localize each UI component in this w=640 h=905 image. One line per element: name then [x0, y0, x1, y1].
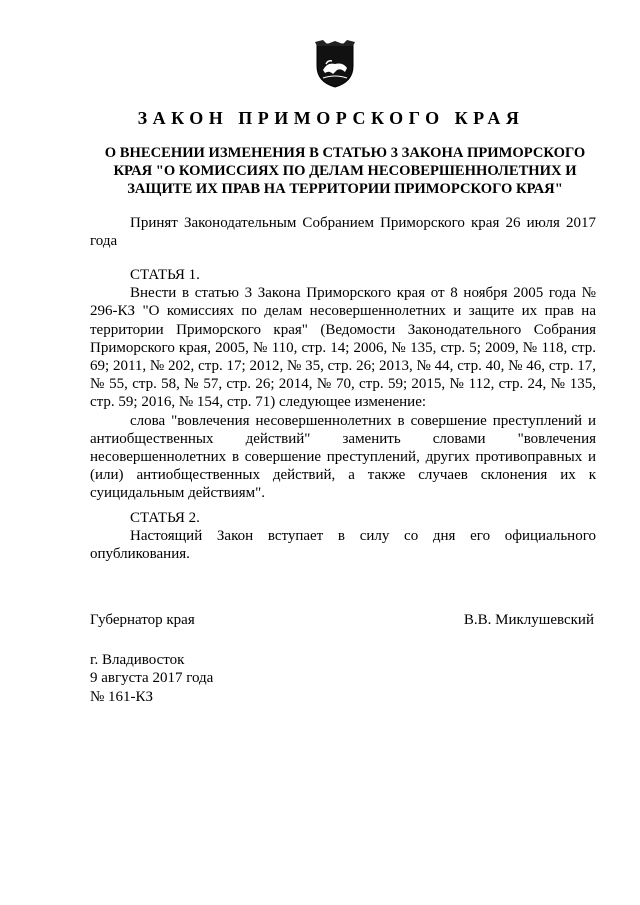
law-title: ЗАКОН ПРИМОРСКОГО КРАЯ — [137, 108, 525, 128]
article-1-paragraph-2: слова "вовлечения несовершеннолетних в совершение преступлений и антиобщественных действий" заменить словами "вовлечения несовершеннолетних в совершение преступлений, других противоправных и (или) антиобщественных действий, а также случаев склонения их к суицидальным действиям". — [90, 412, 596, 502]
coat-of-arms-icon — [315, 40, 355, 88]
law-subtitle: О ВНЕСЕНИИ ИЗМЕНЕНИЯ В СТАТЬЮ 3 ЗАКОНА ПРИМОРСКОГО КРАЯ "О КОМИССИЯХ ПО ДЕЛАМ НЕСОВЕРШЕННОЛЕТНИХ И ЗАЩИТЕ ИХ ПРАВ НА ТЕРРИТОРИИ ПРИМОРСКОГО КРАЯ" — [104, 145, 586, 197]
signature-position: Губернатор края — [90, 612, 195, 628]
article-2 — [90, 509, 596, 564]
article-1-heading: СТАТЬЯ 1. — [130, 267, 200, 283]
footer-law-number: № 161-КЗ — [90, 688, 154, 705]
adoption-note — [90, 214, 596, 250]
article-2-heading: СТАТЬЯ 2. — [130, 510, 200, 526]
footer-city: г. Владивосток — [90, 652, 185, 668]
adoption-text: Принят Законодательным Собранием Приморского края 26 июля 2017 года — [90, 215, 596, 250]
signature-name: В.В. Миклушевский — [463, 612, 594, 628]
footer-date: 9 августа 2017 года — [90, 670, 214, 687]
article-1-paragraph-1: Внести в статью 3 Закона Приморского края от 8 ноября 2005 года № 296-КЗ "О комиссиях по делам несовершеннолетних и защите их прав на территории Приморского края" (Ведомости Законодательного Собрания Приморского края, 2005, № 110, стр. 14; 2006, № 135, стр. 5; 2009, № 118, стр. 69; 2011, № 202, стр. 17; 2012, № 35, стр. 26; 2013, № 44, стр. 40, № 46, стр. 17, № 55, стр. 58, № 57, стр. 26; 2014, № 70, стр. 59; 2015, № 112, стр. 24, № 135, стр. 59; 2016, № 154, стр. 71) следующее изменение: — [90, 285, 596, 411]
document-footer — [90, 651, 213, 706]
article-2-paragraph-1: Настоящий Закон вступает в силу со дня его официального опубликования. — [90, 528, 596, 563]
article-1 — [90, 266, 596, 503]
